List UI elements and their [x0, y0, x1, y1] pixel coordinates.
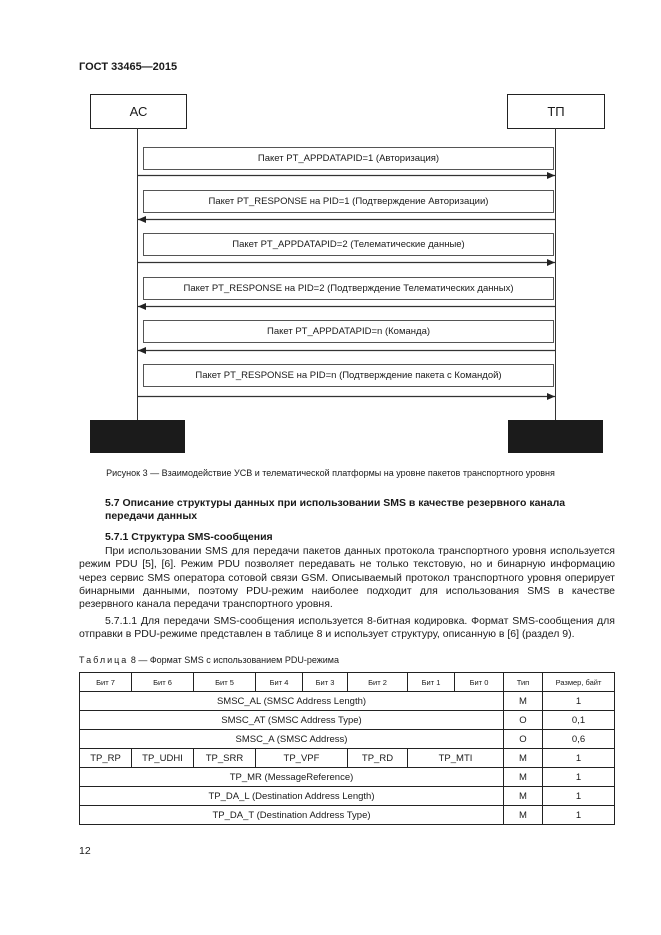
- paragraph-2: 5.7.1.1 Для передачи SMS-сообщения используется 8-битная кодировка. Формат SMS-сообщения для отправки в PDU-режиме представлен в таблице 8 и использует структуру, описанную в [6] (раздел 9).: [79, 615, 615, 641]
- size-cell: 1: [543, 806, 615, 825]
- field-cell: TP_DA_L (Destination Address Length): [80, 787, 504, 806]
- bit-field-cell: TP_RP: [80, 749, 132, 768]
- type-cell: М: [504, 768, 543, 787]
- message-5: Пакет PT_APPDATAPID=n (Команда): [143, 320, 554, 343]
- arrowhead-icon: [547, 259, 555, 266]
- message-3: Пакет PT_APPDATAPID=2 (Телематические данные): [143, 233, 554, 256]
- table-header-row: [80, 673, 615, 692]
- size-cell: 1: [543, 768, 615, 787]
- bit-field-cell: TP_SRR: [194, 749, 256, 768]
- header-cell: Бит 3: [303, 673, 348, 692]
- message-6: Пакет PT_RESPONSE на PID=n (Подтверждение пакета с Командой): [143, 364, 554, 387]
- size-cell: 1: [543, 692, 615, 711]
- table-row: [80, 806, 615, 825]
- type-cell: М: [504, 692, 543, 711]
- type-cell: О: [504, 711, 543, 730]
- field-cell: TP_DA_T (Destination Address Type): [80, 806, 504, 825]
- type-cell: М: [504, 787, 543, 806]
- table-caption: [79, 655, 339, 665]
- header-cell: Бит 7: [80, 673, 132, 692]
- header-cell: Бит 2: [348, 673, 408, 692]
- sms-format-table: [79, 672, 615, 825]
- type-cell: М: [504, 806, 543, 825]
- arrowhead-icon: [547, 393, 555, 400]
- table-row: [80, 711, 615, 730]
- bit-field-cell: TP_RD: [348, 749, 408, 768]
- right-entity-box: ТП: [507, 94, 605, 129]
- right-terminator-block: [508, 420, 603, 453]
- field-cell: SMSC_A (SMSC Address): [80, 730, 504, 749]
- header-cell: Бит 4: [256, 673, 303, 692]
- left-entity-box: АС: [90, 94, 187, 129]
- header-cell: Тип: [504, 673, 543, 692]
- type-cell: О: [504, 730, 543, 749]
- figure-caption: Рисунок 3 — Взаимодействие УСВ и телематической платформы на уровне пакетов транспортного уровня: [106, 468, 555, 478]
- subsection-heading: 5.7.1 Структура SMS-сообщения: [105, 531, 273, 543]
- arrowhead-icon: [138, 216, 146, 223]
- message-1: Пакет PT_APPDATAPID=1 (Авторизация): [143, 147, 554, 170]
- header-cell: Бит 5: [194, 673, 256, 692]
- table-row: [80, 749, 615, 768]
- bit-field-cell: TP_MTI: [408, 749, 504, 768]
- bit-field-cell: TP_UDHI: [132, 749, 194, 768]
- size-cell: 0,6: [543, 730, 615, 749]
- lifelines-and-arrows: [0, 0, 661, 460]
- message-2: Пакет PT_RESPONSE на PID=1 (Подтверждение Авторизации): [143, 190, 554, 213]
- table-caption-text: 8 — Формат SMS с использованием PDU-режима: [130, 655, 339, 665]
- table-row: [80, 768, 615, 787]
- header-cell: Размер, байт: [543, 673, 615, 692]
- message-4: Пакет PT_RESPONSE на PID=2 (Подтверждение Телематических данных): [143, 277, 554, 300]
- size-cell: 1: [543, 787, 615, 806]
- size-cell: 0,1: [543, 711, 615, 730]
- arrowhead-icon: [138, 303, 146, 310]
- field-cell: SMSC_AL (SMSC Address Length): [80, 692, 504, 711]
- table-row: [80, 692, 615, 711]
- header-cell: Бит 1: [408, 673, 455, 692]
- paragraph-1: При использовании SMS для передачи пакетов данных протокола транспортного уровня используется режим PDU [5], [6]. Режим PDU позволяет передавать не только текстовую, но и бинарную информацию через сервис SMS оператора сотовой связи GSM. Описываемый протокол транспортного уровня оперирует бинарными данными, поэтому PDU-режим наиболее подходит для использования SMS в качестве резервного канала передачи транспортного уровня.: [79, 545, 615, 611]
- header-cell: Бит 6: [132, 673, 194, 692]
- left-terminator-block: [90, 420, 185, 453]
- table-row: [80, 730, 615, 749]
- type-cell: М: [504, 749, 543, 768]
- page-number: 12: [79, 845, 91, 857]
- bit-field-cell: TP_VPF: [256, 749, 348, 768]
- header-cell: Бит 0: [455, 673, 504, 692]
- sequence-diagram: [0, 0, 661, 460]
- size-cell: 1: [543, 749, 615, 768]
- table-row: [80, 787, 615, 806]
- field-cell: TP_MR (MessageReference): [80, 768, 504, 787]
- document-header: ГОСТ 33465—2015: [79, 61, 178, 73]
- arrowhead-icon: [547, 172, 555, 179]
- table-caption-label: Таблица: [79, 655, 129, 665]
- section-heading: 5.7 Описание структуры данных при использовании SMS в качестве резервного канала передачи данных: [105, 497, 566, 522]
- arrowhead-icon: [138, 347, 146, 354]
- field-cell: SMSC_AT (SMSC Address Type): [80, 711, 504, 730]
